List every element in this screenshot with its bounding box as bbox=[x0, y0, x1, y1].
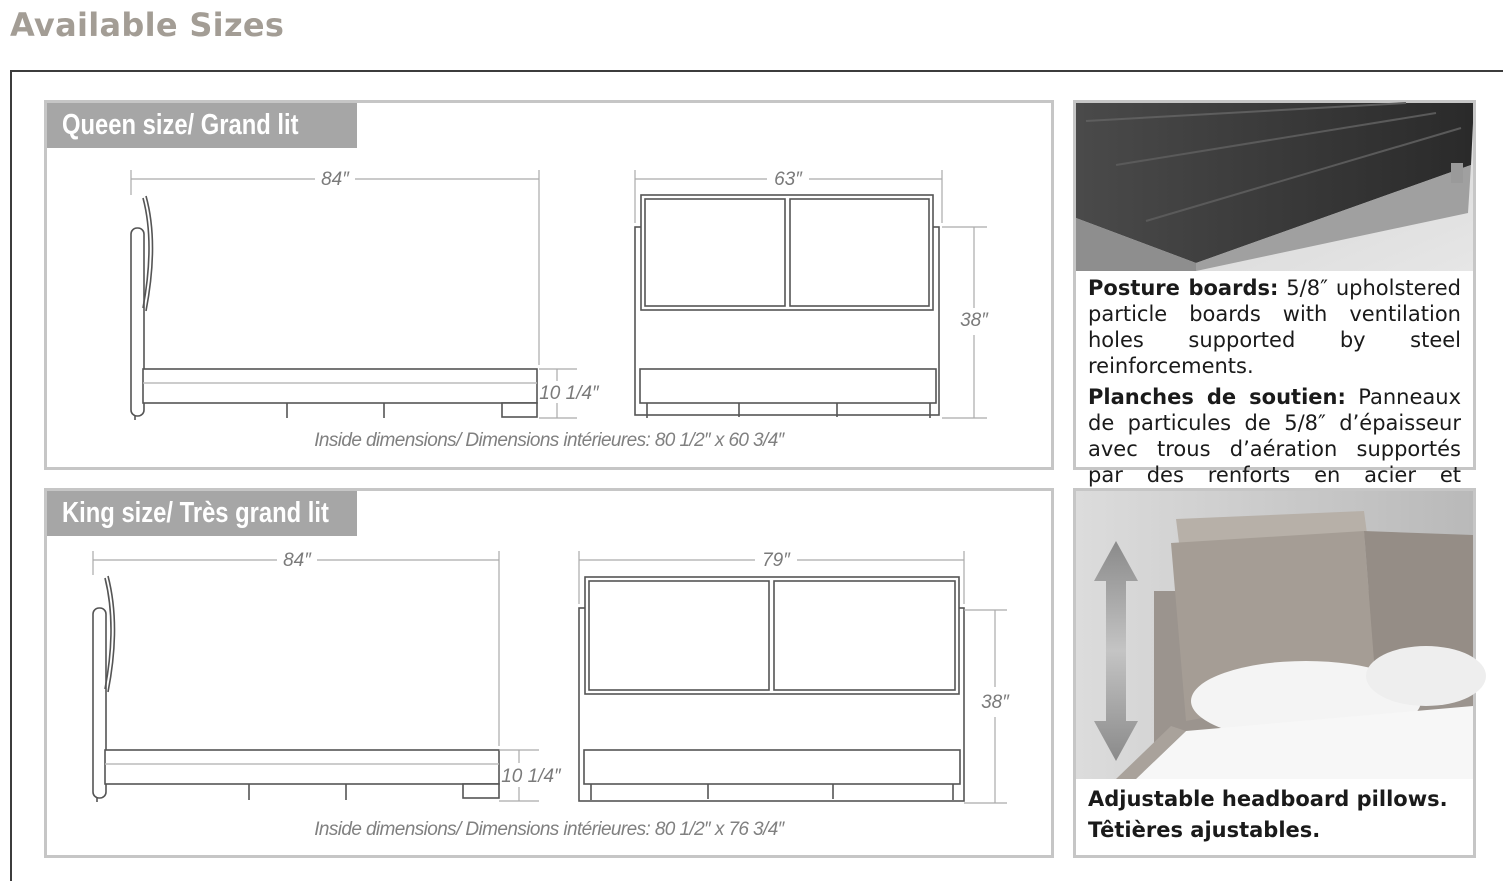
queen-dimension-drawing bbox=[47, 103, 1051, 467]
queen-width-label: 63″ bbox=[774, 169, 802, 190]
posture-boards-image bbox=[1076, 103, 1473, 271]
queen-length-label: 84″ bbox=[321, 169, 349, 190]
king-dimension-drawing bbox=[47, 491, 1051, 855]
posture-en-title: Posture boards: bbox=[1088, 276, 1279, 300]
queen-size-label: Queen size/ Grand lit bbox=[62, 109, 299, 141]
posture-fr-title: Planches de soutien: bbox=[1088, 385, 1346, 409]
posture-fr-text: Panneaux de particules de 5/8″ d’épaisseur avec trous d’aération supportés par des renforts en acier et bbox=[1088, 385, 1461, 487]
king-size-panel bbox=[44, 488, 1054, 858]
headboard-pillows-image bbox=[1076, 491, 1473, 779]
queen-size-panel bbox=[44, 100, 1054, 470]
pillows-caption-fr: Têtières ajustables. bbox=[1088, 818, 1321, 842]
queen-base-height-label: 10 1/4″ bbox=[539, 383, 599, 404]
king-inside-dimensions: Inside dimensions/ Dimensions intérieures: 80 1/2″ x 76 3/4″ bbox=[314, 819, 784, 840]
king-base-height-label: 10 1/4″ bbox=[501, 766, 561, 787]
king-width-label: 79″ bbox=[762, 550, 790, 571]
queen-height-label: 38″ bbox=[960, 310, 988, 331]
queen-inside-dimensions: Inside dimensions/ Dimensions intérieures: 80 1/2″ x 60 3/4″ bbox=[314, 430, 784, 451]
posture-boards-description bbox=[1088, 275, 1461, 519]
page-title: Available Sizes bbox=[10, 6, 285, 44]
king-size-label: King size/ Très grand lit bbox=[62, 497, 329, 529]
posture-en-text: 5/8″ upholstered particle boards with ventilation holes supported by steel reinforcements. bbox=[1088, 276, 1461, 378]
king-height-label: 38″ bbox=[981, 692, 1009, 713]
posture-boards-panel bbox=[1073, 100, 1476, 487]
pillows-caption-en: Adjustable headboard pillows. bbox=[1088, 787, 1448, 811]
king-length-label: 84″ bbox=[283, 550, 311, 571]
headboard-pillows-panel bbox=[1073, 488, 1476, 858]
